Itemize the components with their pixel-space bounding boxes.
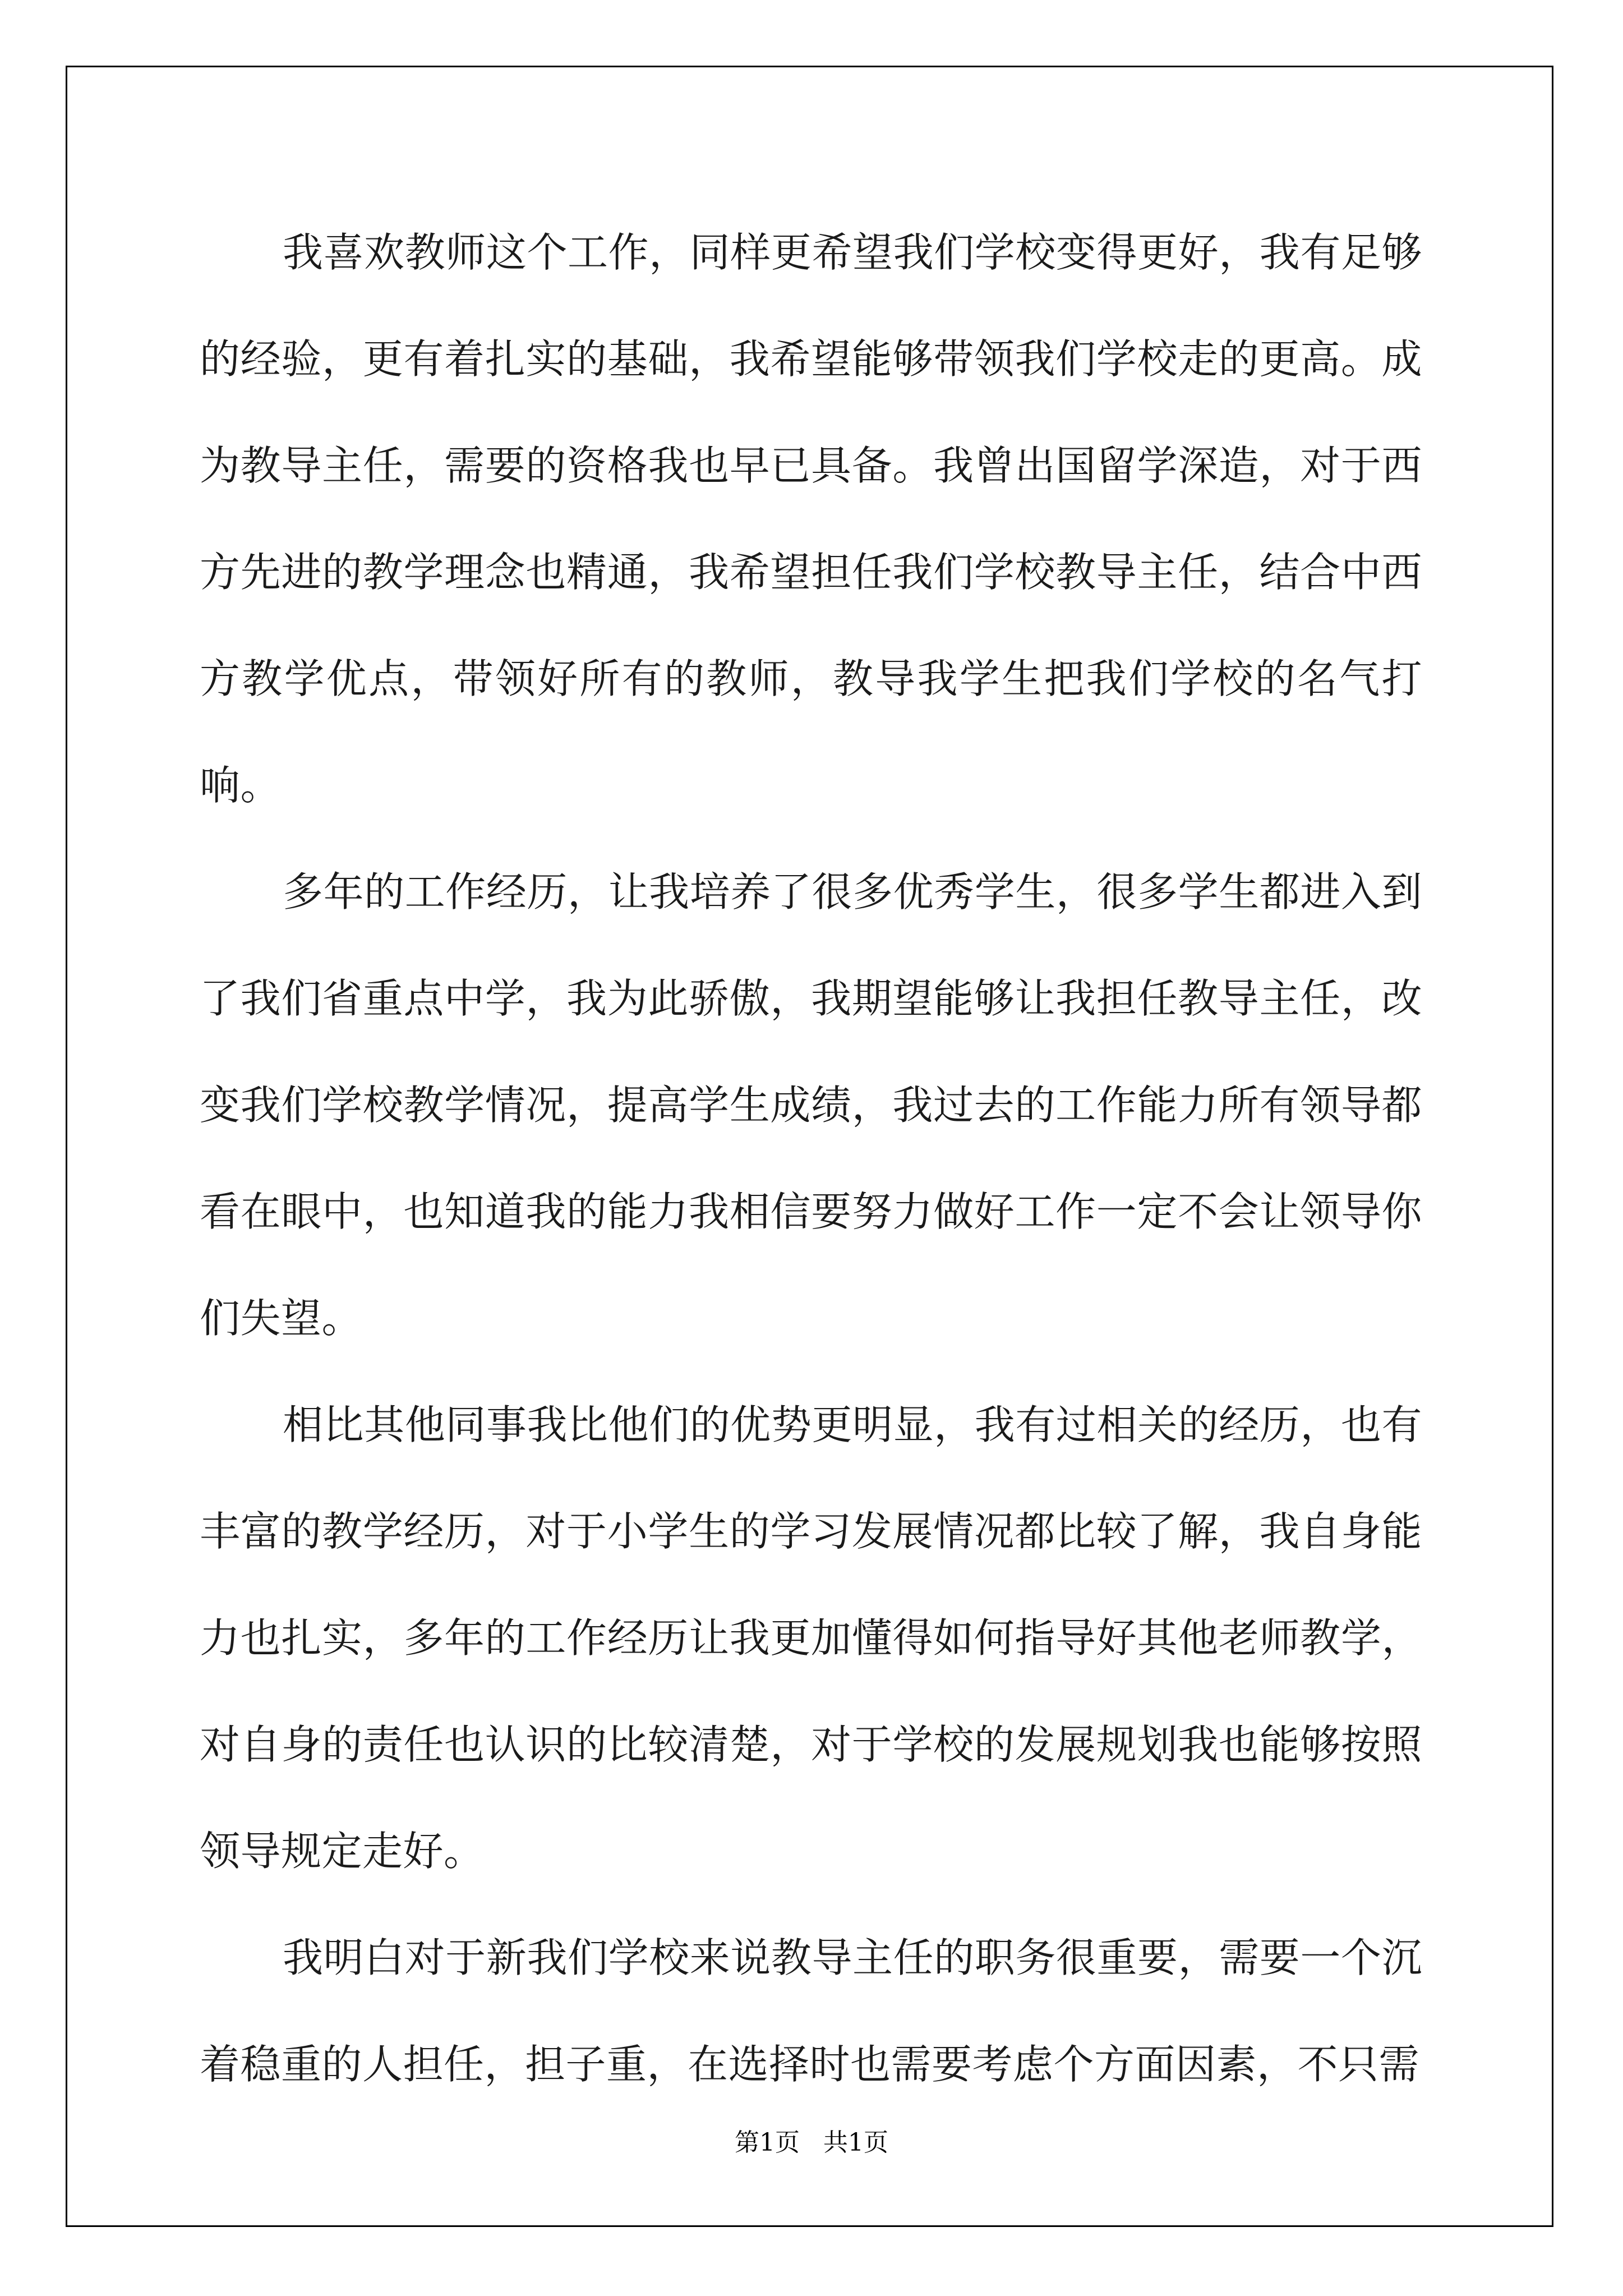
document-body xyxy=(200,199,1422,2118)
page-number-footer: 第1页 共1页 xyxy=(735,2128,888,2157)
paragraph-4: 我明白对于新我们学校来说教导主任的职务很重要，需要一个沉着稳重的人担任，担子重，在选择时也需要考虑个方面因素，不只需 xyxy=(200,1934,1422,2088)
paragraph-1: 我喜欢教师这个工作，同样更希望我们学校变得更好，我有足够的经验，更有着扎实的基础，我希望能够带领我们学校走的更高。成为教导主任，需要的资格我也早已具备。我曾出国留学深造，对于西方先进的教学理念也精通，我希望担任我们学校教导主任，结合中西方教学优点，带领好所有的教师，教导我学生把我们学校的名气打响。 xyxy=(200,229,1422,809)
paragraph-2: 多年的工作经历，让我培养了很多优秀学生，很多学生都进入到了我们省重点中学，我为此骄傲，我期望能够让我担任教导主任，改变我们学校教学情况，提高学生成绩，我过去的工作能力所有领导都看在眼中，也知道我的能力我相信要努力做好工作一定不会让领导你们失望。 xyxy=(200,868,1422,1342)
paragraph-3: 相比其他同事我比他们的优势更明显，我有过相关的经历，也有丰富的教学经历，对于小学生的学习发展情况都比较了解，我自身能力也扎实，多年的工作经历让我更加懂得如何指导好其他老师教学，对自身的责任也认识的比较清楚，对于学校的发展规划我也能够按照领导规定走好。 xyxy=(200,1401,1422,1875)
